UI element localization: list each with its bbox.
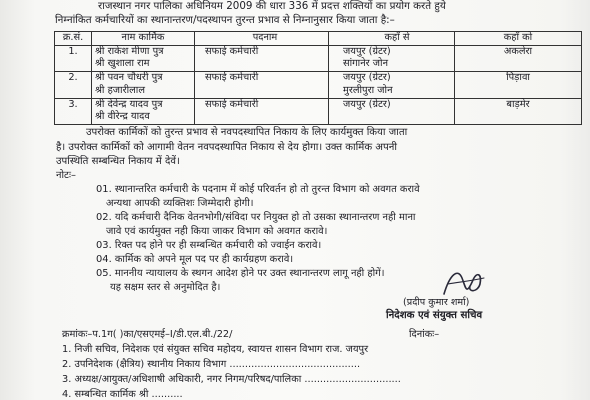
notes-heading: नोटः– <box>56 170 76 181</box>
from-line-1: जयपुर (ग्रेटर) <box>343 72 391 84</box>
cell-sn: 1. <box>55 45 92 71</box>
table-row <box>55 98 582 124</box>
from-line-2: मुरलीपुरा जोन <box>343 84 393 96</box>
distribution-4: 4. सम्बन्धित कार्मिक श्री .......... <box>62 389 183 400</box>
note-5a: 05. माननीय न्यायालय के स्थगन आदेश होने पर उक्त स्थानान्तरण लागू नही होगें। <box>96 268 385 279</box>
cell-sn: 3. <box>55 98 92 124</box>
col-header-from: कहाँ से <box>329 32 455 46</box>
body-line-1: उपरोक्त कार्मिकों को तुरन्त प्रभाव से नवपदस्थापित निकाय के लिए कार्यमुक्त किया जाता <box>86 127 408 138</box>
cell-post: सफाई कर्मचारी <box>195 45 329 71</box>
cell-post: सफाई कर्मचारी <box>195 98 329 124</box>
note-3: 03. रिक्त पद होने पर ही सम्बन्धित कर्मचारी को ज्वाईन करावे। <box>96 240 322 251</box>
distribution-2: 2. उपनिदेशक (क्षैत्रिय) स्थानीय निकाय विभाग .......................................... <box>62 359 361 370</box>
body-line-3: उपस्थिति सम्बन्धित निकाय में देवें। <box>56 156 180 167</box>
col-header-to: कहाँ को <box>455 32 582 46</box>
from-line-1: जयपुर (ग्रेटर) <box>343 45 391 57</box>
cell-to: पिड़ावा <box>455 72 582 98</box>
name-line-2: श्री खुशाला राम <box>95 58 150 70</box>
name-line-1: श्री देवेन्द्र यादव पुत्र <box>95 98 163 110</box>
note-4: 04. कार्मिक को अपने मूल पद पर ही कार्यग्रहण करावे। <box>96 254 294 265</box>
cell-post: सफाई कर्मचारी <box>195 72 329 98</box>
from-line-1: जयपुर (ग्रेटर) <box>343 98 391 110</box>
col-header-sn: क्र.सं. <box>55 32 92 46</box>
cell-name <box>92 98 195 124</box>
from-line-2: सांगानेर जोन <box>343 58 389 70</box>
name-line-2: श्री वीरेन्द्र यादव <box>95 111 150 123</box>
note-5b: यह सक्षम स्तर से अनुमोदित है। <box>110 282 221 293</box>
reference-number: क्रमांकः–प.1ग( )का/एसएमई–I/डी.एल.बी./22/ <box>62 329 233 340</box>
cell-to: बाड़मेर <box>455 98 582 124</box>
distribution-1: 1. निजी सचिव, निदेशक एवं संयुक्त सचिव महोदय, स्वायत्त शासन विभाग राज. जयपुर <box>62 344 369 355</box>
note-2a: 02. यदि कर्मचारी दैनिक वेतनभोगी/संविदा पर नियुक्त हो तो उसका स्थानान्तरण नही माना <box>96 212 416 223</box>
col-header-name: नाम कार्मिक <box>92 32 195 46</box>
table-row <box>55 45 582 71</box>
cell-from <box>329 98 455 124</box>
intro-line-1: राजस्थान नगर पालिका अधिनियम 2009 की धारा 336 में प्रदत्त शक्तियों का प्रयोग करते हुये <box>98 0 446 12</box>
cell-from <box>329 72 455 98</box>
body-line-2: है। उपरोक्त कार्मिकों को आगामी वेतन नवपदस्थापित निकाय से देय होगा। उक्त कार्मिक अपनी <box>56 142 397 153</box>
note-1b: अन्यथा आपकी व्यक्तिशः जिम्मेदारी होगी। <box>106 198 254 209</box>
name-line-1: श्री राकेश मीणा पुत्र <box>95 45 164 57</box>
table-header-row <box>55 32 582 46</box>
col-header-post: पदनाम <box>195 32 329 46</box>
cell-name <box>92 72 195 98</box>
reference-date: दिनांकः– <box>409 329 440 340</box>
intro-line-2: निम्नांकित कर्मचारियों का स्थानान्तरण/पदस्थापन तुरन्त प्रभाव से निम्नानुसार किया जाता है:– <box>55 14 395 26</box>
note-2b: जावे एवं कार्यमुक्त नही किया जाकर विभाग को अवगत करावे। <box>106 226 328 237</box>
signatory-name: (प्रदीप कुमार शर्मा) <box>403 297 470 308</box>
transfer-table <box>54 31 582 125</box>
signatory-designation: निदेशक एवं संयुक्त सचिव <box>386 310 483 321</box>
cell-from <box>329 45 455 71</box>
name-line-2: श्री हजारीलाल <box>95 84 145 96</box>
name-line-1: श्री पवन चौधरी पुत्र <box>95 72 163 84</box>
note-1a: 01. स्थानान्तरित कर्मचारी के पदनाम में कोई परिवर्तन हो तो तुरन्त विभाग को अवगत करावे <box>96 184 420 195</box>
cell-sn: 2. <box>55 72 92 98</box>
distribution-3: 3. अध्यक्ष/आयुक्त/अधिशाषी अधिकारी, नगर निगम/परिषद/पालिका ............................... <box>62 374 401 385</box>
table-row <box>55 72 582 98</box>
cell-name <box>92 45 195 71</box>
cell-to: अकलेरा <box>455 45 582 71</box>
signature-scribble <box>440 266 486 300</box>
